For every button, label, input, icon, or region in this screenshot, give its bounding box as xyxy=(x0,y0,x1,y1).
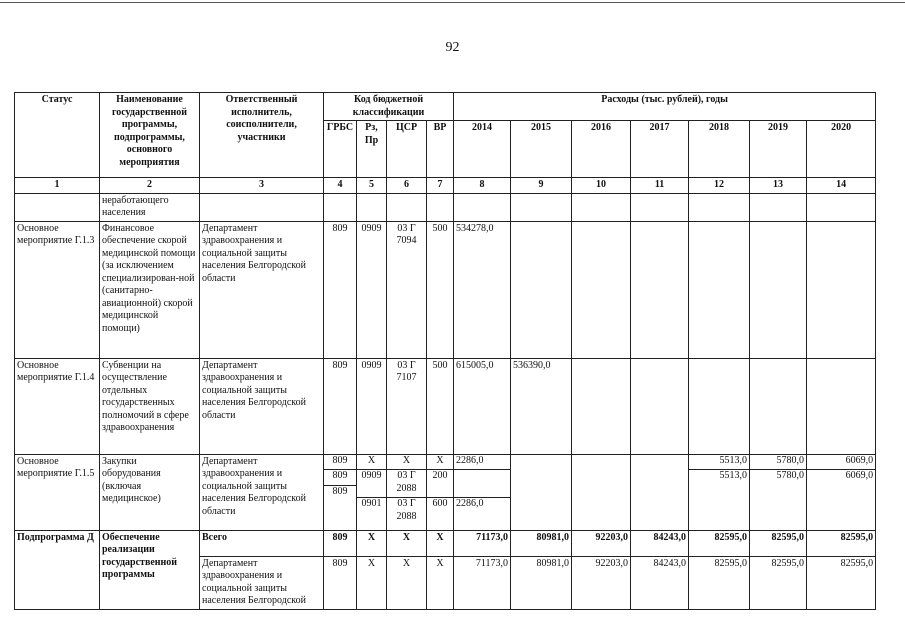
row-responsible: Всего xyxy=(200,530,324,556)
value-2018: 82595,0 xyxy=(689,530,750,556)
row-responsible: Департамент здравоохранения и социальной защиты населения Белгородской xyxy=(200,556,324,609)
column-number: 8 xyxy=(454,178,511,194)
grbs-cell: 809 xyxy=(324,358,357,454)
col-responsible-header: Ответственный исполнитель, соисполнители, участники xyxy=(200,93,324,178)
row-name: неработающего населения xyxy=(100,193,200,221)
year-header: 2014 xyxy=(454,121,511,178)
value-2017: 84243,0 xyxy=(631,556,689,609)
grbs-cell: 809 809 809 xyxy=(324,454,357,530)
column-number: 6 xyxy=(387,178,427,194)
grbs-header: ГРБС xyxy=(324,121,357,178)
column-number: 5 xyxy=(357,178,387,194)
value-2018: 5513,0 5513,0 xyxy=(689,454,750,530)
budget-code-header: Код бюджетной классификации xyxy=(324,93,454,121)
value-2014: 71173,0 xyxy=(454,530,511,556)
column-number: 9 xyxy=(511,178,572,194)
csr-cell: 03 Г 7107 xyxy=(387,358,427,454)
header-row-1 xyxy=(15,93,876,121)
table-row-g13 xyxy=(15,221,876,358)
value-2020: 82595,0 xyxy=(807,530,876,556)
csr-cell: X xyxy=(387,556,427,609)
expenses-header: Расходы (тыс. рублей), годы xyxy=(454,93,876,121)
year-header: 2018 xyxy=(689,121,750,178)
column-number: 14 xyxy=(807,178,876,194)
year-header: 2015 xyxy=(511,121,572,178)
row-status: Основное мероприятие Г.1.3 xyxy=(15,221,100,358)
column-number-row xyxy=(15,178,876,194)
col-name-header: Наименование государственной программы, подпрограммы, основного мероприятия xyxy=(100,93,200,178)
value-2019: 5780,0 5780,0 xyxy=(750,454,807,530)
column-number: 12 xyxy=(689,178,750,194)
grbs-cell: 809 xyxy=(324,221,357,358)
grbs-cell: 809 xyxy=(324,556,357,609)
row-status: Основное мероприятие Г.1.5 xyxy=(15,454,100,530)
column-number: 10 xyxy=(572,178,631,194)
row-responsible: Департамент здравоохранения и социальной защиты населения Белгородской области xyxy=(200,454,324,530)
vr-cell: X xyxy=(427,530,454,556)
row-responsible: Департамент здравоохранения и социальной защиты населения Белгородской области xyxy=(200,358,324,454)
rzpr-cell: X xyxy=(357,556,387,609)
vr-cell: X xyxy=(427,556,454,609)
value-2014: 615005,0 xyxy=(454,358,511,454)
value-2015: 80981,0 xyxy=(511,556,572,609)
rzpr-cell: 0909 xyxy=(357,221,387,358)
value-2017: 84243,0 xyxy=(631,530,689,556)
csr-header: ЦСР xyxy=(387,121,427,178)
value-2014: 71173,0 xyxy=(454,556,511,609)
vr-cell: X 200 600 xyxy=(427,454,454,530)
value-2016: 92203,0 xyxy=(572,530,631,556)
table-row-continuation xyxy=(15,193,876,221)
rzpr-cell: 0909 xyxy=(357,358,387,454)
table-row-subprogram-total xyxy=(15,530,876,556)
csr-cell: 03 Г 7094 xyxy=(387,221,427,358)
grbs-cell: 809 xyxy=(324,530,357,556)
column-number: 11 xyxy=(631,178,689,194)
value-2014: 534278,0 xyxy=(454,221,511,358)
row-name: Финансовое обеспечение скорой медицинской помощи (за исключением специализирован-ной (санитарно-авиационной) скорой медицинской помощи) xyxy=(100,221,200,358)
column-number: 3 xyxy=(200,178,324,194)
csr-cell: X xyxy=(387,530,427,556)
year-header: 2019 xyxy=(750,121,807,178)
row-name: Обеспечение реализации государственной программы xyxy=(100,530,200,609)
row-name: Субвенции на осуществление отдельных государственных полномочий в сфере здравоохранения xyxy=(100,358,200,454)
row-responsible: Департамент здравоохранения и социальной защиты населения Белгородской области xyxy=(200,221,324,358)
table-row-g14 xyxy=(15,358,876,454)
year-header: 2017 xyxy=(631,121,689,178)
row-status: Подпрограмма Д xyxy=(15,530,100,609)
vr-cell: 500 xyxy=(427,221,454,358)
vr-header: ВР xyxy=(427,121,454,178)
column-number: 2 xyxy=(100,178,200,194)
value-2015: 80981,0 xyxy=(511,530,572,556)
value-2020: 82595,0 xyxy=(807,556,876,609)
column-number: 1 xyxy=(15,178,100,194)
column-number: 4 xyxy=(324,178,357,194)
column-number: 7 xyxy=(427,178,454,194)
row-name: Закупки оборудования (включая медицинское) xyxy=(100,454,200,530)
col-status-header: Статус xyxy=(15,93,100,178)
csr-cell: X 03 Г 2088 03 Г 2088 xyxy=(387,454,427,530)
value-2018: 82595,0 xyxy=(689,556,750,609)
value-2019: 82595,0 xyxy=(750,556,807,609)
value-2015: 536390,0 xyxy=(511,358,572,454)
table-row-g15 xyxy=(15,454,876,530)
column-number: 13 xyxy=(750,178,807,194)
row-status: Основное мероприятие Г.1.4 xyxy=(15,358,100,454)
value-2019: 82595,0 xyxy=(750,530,807,556)
rzpr-cell: X xyxy=(357,530,387,556)
value-2020: 6069,0 6069,0 xyxy=(807,454,876,530)
top-border-line xyxy=(0,2,905,3)
vr-cell: 500 xyxy=(427,358,454,454)
rzpr-header: Рз, Пр xyxy=(357,121,387,178)
value-2014: 2286,0 2286,0 xyxy=(454,454,511,530)
page-number: 92 xyxy=(445,40,460,55)
year-header: 2016 xyxy=(572,121,631,178)
rzpr-cell: X 0909 0901 xyxy=(357,454,387,530)
budget-table xyxy=(14,92,876,610)
value-2016: 92203,0 xyxy=(572,556,631,609)
year-header: 2020 xyxy=(807,121,876,178)
